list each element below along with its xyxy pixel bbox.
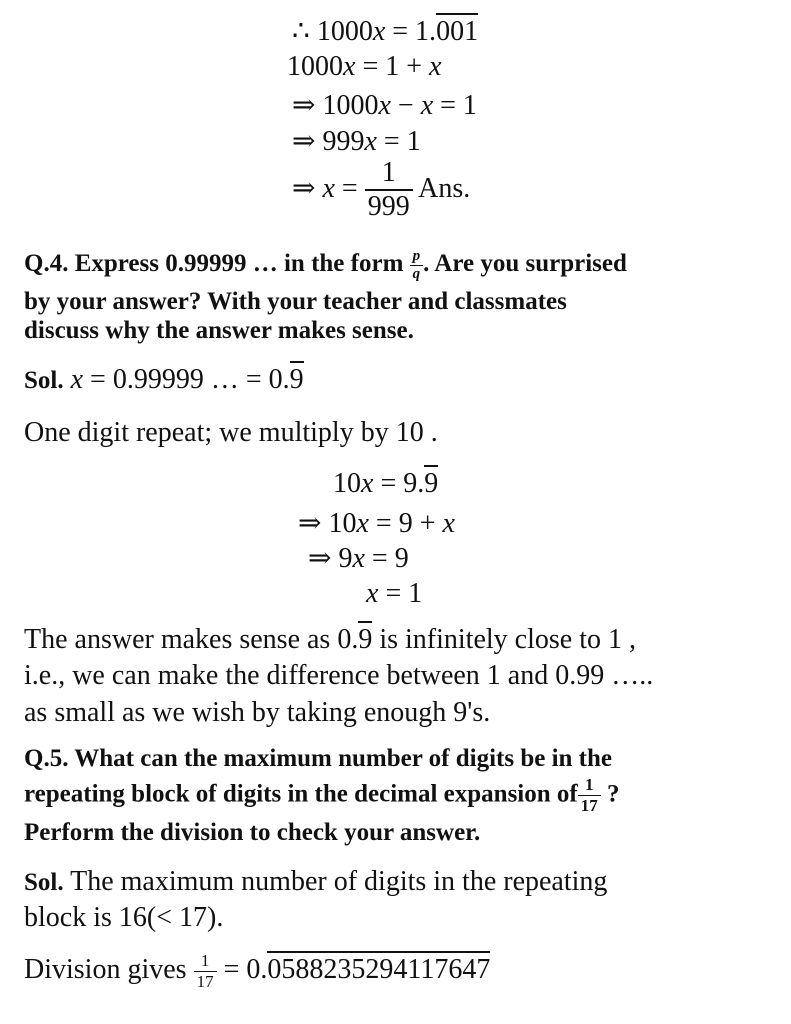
- equation-line: [287, 51, 441, 83]
- eq-text: ∴ 1000: [292, 16, 373, 47]
- eq-text: ⇒ 999: [292, 126, 365, 157]
- fraction-numerator: 1: [578, 776, 601, 796]
- eq-text: = 9 +: [368, 508, 443, 539]
- fraction: [578, 776, 601, 815]
- answer-label: Ans.: [418, 172, 471, 204]
- fraction: [365, 158, 413, 223]
- equation-line: [333, 468, 438, 500]
- eq-text: = 1: [376, 126, 421, 157]
- solution-5: [24, 866, 607, 898]
- eq-text: = 9: [364, 543, 409, 574]
- repeating-digits: 001: [436, 13, 478, 47]
- question-text: Perform the division to check your answer.: [24, 819, 481, 846]
- eq-text: 10: [333, 468, 361, 499]
- eq-text: ⇒ 9: [308, 543, 353, 574]
- question-text: Q.4. Express 0.99999 … in the form: [24, 250, 410, 278]
- repeating-digits: 0588235294117647: [267, 951, 490, 985]
- equation-line: [292, 124, 421, 158]
- eq-text: = 0.99999 … = 0.: [83, 364, 290, 395]
- solution-text: block is 16(< 17).: [24, 902, 224, 933]
- question-text: by your answer? With your teacher and classmates: [24, 288, 567, 315]
- eq-text: =: [334, 172, 365, 204]
- eq-var: x: [343, 51, 356, 82]
- question-text: discuss why the answer makes sense.: [24, 317, 414, 344]
- eq-text: ⇒ 10: [298, 508, 357, 539]
- repeating-digits: 9: [290, 361, 304, 395]
- eq-var: x: [322, 172, 335, 204]
- eq-var: x: [356, 508, 369, 539]
- solution-label: Sol.: [24, 367, 64, 394]
- question-5: [24, 776, 620, 815]
- solution-4: [24, 364, 304, 396]
- question-4: [24, 248, 627, 283]
- fraction-numerator: 1: [365, 158, 413, 191]
- equation-line: [298, 506, 455, 540]
- eq-var: x: [364, 126, 377, 157]
- eq-var: x: [442, 508, 455, 539]
- question-text: ?: [600, 780, 620, 808]
- eq-var: x: [366, 578, 379, 609]
- question-text: . Are you surprised: [423, 250, 627, 278]
- equation-line: [308, 541, 409, 575]
- equation-line: [292, 14, 478, 48]
- solution-5-division: [24, 952, 490, 991]
- fraction-numerator: 1: [194, 952, 217, 972]
- fraction: [410, 248, 424, 283]
- paragraph-text: i.e., we can make the difference between 1 and 0.99 …..: [24, 660, 654, 691]
- eq-text: 1000: [287, 51, 343, 82]
- fraction-denominator: 17: [580, 795, 598, 815]
- fraction-denominator: 999: [367, 190, 410, 222]
- fraction-denominator: 17: [196, 971, 214, 991]
- eq-text: −: [390, 90, 421, 121]
- eq-text: ⇒: [292, 172, 323, 204]
- paragraph-line: [24, 624, 636, 656]
- paragraph-text: The answer makes sense as 0.: [24, 624, 359, 655]
- eq-var: x: [429, 51, 442, 82]
- eq-text: = 1: [378, 578, 423, 609]
- eq-text: = 1.: [385, 16, 437, 47]
- eq-var: x: [372, 16, 386, 47]
- solution-label: Sol.: [24, 869, 64, 896]
- fraction-numerator: p: [410, 248, 424, 266]
- eq-text: = 1: [433, 90, 477, 121]
- question-text: repeating block of digits in the decimal expansion of: [24, 780, 578, 808]
- repeating-digits: 9: [424, 465, 438, 499]
- eq-text: = 1 +: [355, 51, 430, 82]
- eq-text: ⇒ 1000: [292, 90, 379, 121]
- eq-var: x: [420, 90, 434, 121]
- eq-var: x: [361, 468, 374, 499]
- solution-text: One digit repeat; we multiply by 10 .: [24, 417, 438, 448]
- eq-var: x: [378, 90, 391, 121]
- paragraph-text: as small as we wish by taking enough 9's.: [24, 697, 491, 728]
- repeating-digits: 9: [358, 621, 372, 655]
- solution-text: Division gives: [24, 954, 194, 986]
- eq-text: = 9.: [373, 468, 425, 499]
- paragraph-text: is infinitely close to 1 ,: [372, 624, 636, 655]
- equation-line: [292, 158, 470, 223]
- equation-line: [366, 578, 422, 610]
- question-text: Q.5. What can the maximum number of digits be in the: [24, 745, 613, 772]
- solution-text: The maximum number of digits in the repeating: [63, 866, 608, 897]
- eq-var: x: [352, 543, 365, 574]
- fraction: [194, 952, 217, 991]
- fraction-denominator: q: [412, 265, 421, 282]
- eq-text: = 0.: [216, 954, 268, 986]
- eq-var: x: [70, 364, 84, 395]
- equation-line: [292, 88, 477, 122]
